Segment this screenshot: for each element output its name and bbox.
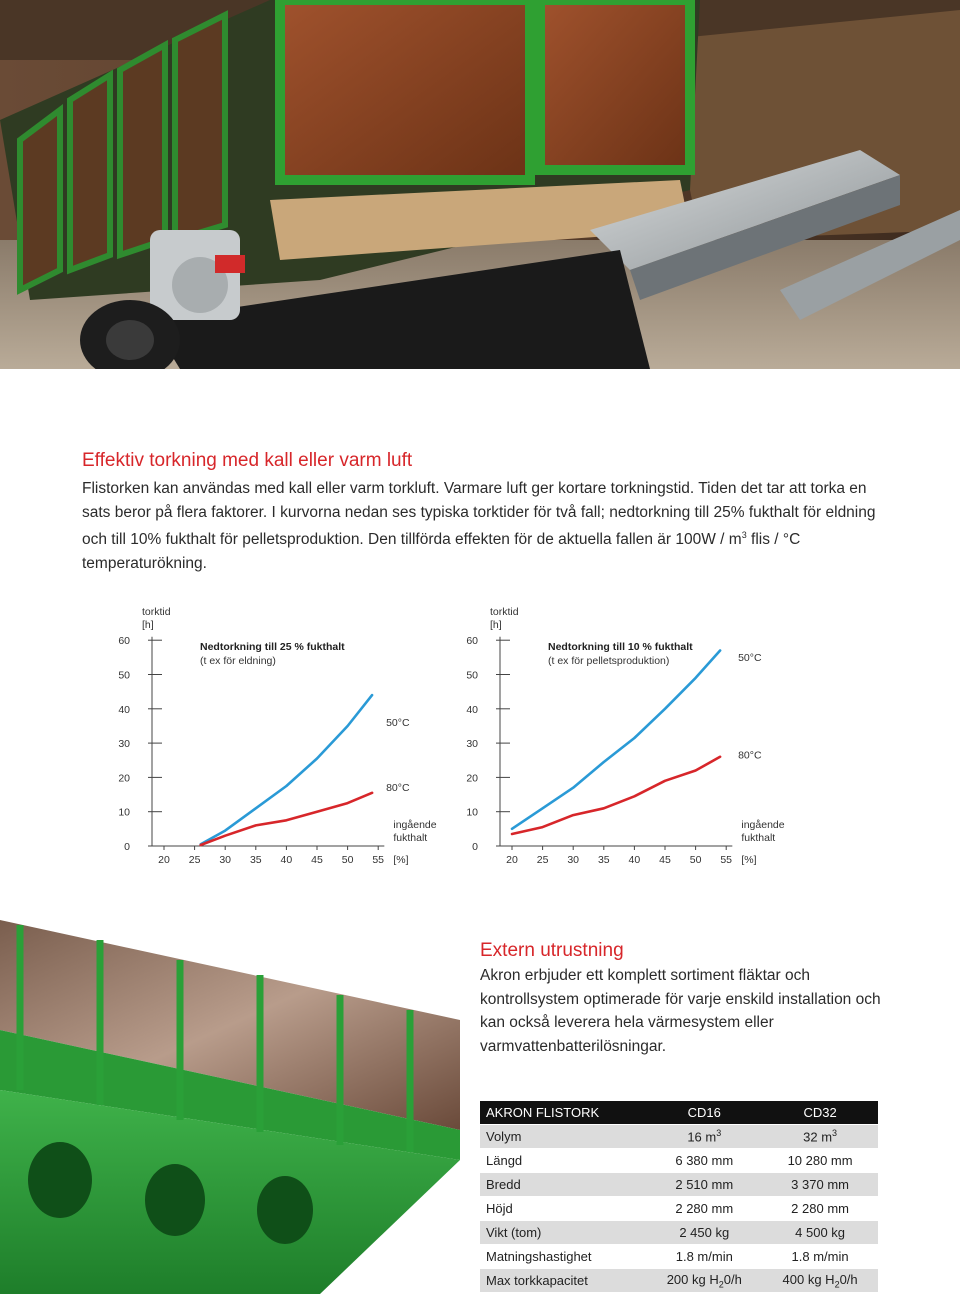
table-row bbox=[480, 1197, 878, 1221]
table-row bbox=[480, 1149, 878, 1173]
table-cell: 2 280 mm bbox=[646, 1197, 762, 1221]
x-tick-label: 55 bbox=[720, 854, 733, 866]
drying-text: Flistorken kan användas med kall eller varm torkluft. Varmare luft ger kortare torkningstid. Tiden det tar att torka en sats beror på flera faktorer. I kurvorna nedan ses typiska torktider för två fall; nedtorkning till 25% fukthalt för eldning och till 10% fukthalt för pelletsproduktion. Den tillförda effekten för de aktuella fallen är 100W / m bbox=[82, 480, 876, 549]
y-tick-label: 50 bbox=[118, 669, 130, 682]
table-row bbox=[480, 1245, 878, 1269]
table-cell: Höjd bbox=[480, 1197, 646, 1221]
table-row bbox=[480, 1173, 878, 1197]
table-cell: 2 280 mm bbox=[762, 1197, 878, 1221]
section-body-drying bbox=[82, 477, 882, 575]
table-row bbox=[480, 1125, 878, 1149]
y-axis-unit: [h] bbox=[490, 619, 502, 631]
chart-svg-right bbox=[458, 600, 788, 875]
table-cell bbox=[762, 1125, 878, 1149]
x-tick-label: 30 bbox=[219, 854, 232, 866]
y-tick-label: 50 bbox=[466, 669, 478, 682]
cubic-superscript: 3 bbox=[741, 530, 747, 540]
table-cell: Max torkkapacitet bbox=[480, 1269, 646, 1293]
h2o-subscript: 2 bbox=[834, 1279, 840, 1290]
y-tick-label: 20 bbox=[118, 772, 130, 785]
x-tick-label: 35 bbox=[249, 854, 262, 866]
h2o-subscript: 2 bbox=[718, 1279, 724, 1290]
y-axis-unit: [h] bbox=[142, 619, 154, 631]
table-cell: Bredd bbox=[480, 1173, 646, 1197]
cell-value-tail: 0/h bbox=[839, 1271, 858, 1287]
series-label: 80°C bbox=[738, 749, 762, 762]
x-axis-label: fukthalt bbox=[393, 832, 428, 844]
series-label: 80°C bbox=[386, 782, 410, 795]
table-cell: 6 380 mm bbox=[646, 1149, 762, 1173]
table-cell: 10 280 mm bbox=[762, 1149, 878, 1173]
table-cell: 3 370 mm bbox=[762, 1173, 878, 1197]
y-tick-label: 30 bbox=[466, 738, 478, 751]
series-line-red bbox=[512, 757, 720, 834]
series-label: 50°C bbox=[738, 651, 762, 664]
table-cell: 1.8 m/min bbox=[646, 1245, 762, 1269]
x-tick-label: 55 bbox=[372, 854, 385, 866]
dryer-trailer-photo bbox=[0, 0, 960, 369]
x-tick-label: 25 bbox=[536, 854, 549, 866]
x-axis-unit: [%] bbox=[741, 854, 757, 866]
table-row bbox=[480, 1269, 878, 1293]
y-axis-label: torktid bbox=[490, 606, 519, 618]
table-header: AKRON FLISTORK bbox=[480, 1101, 646, 1125]
table-cell: Matningshastighet bbox=[480, 1245, 646, 1269]
x-tick-label: 30 bbox=[567, 854, 580, 866]
table-cell: Längd bbox=[480, 1149, 646, 1173]
drying-text-end: flis / °C temperaturökning. bbox=[82, 531, 801, 572]
y-axis-label: torktid bbox=[142, 606, 171, 618]
cubic-superscript: 3 bbox=[832, 1128, 838, 1139]
chart-10-percent bbox=[458, 600, 788, 875]
table-cell: 4 500 kg bbox=[762, 1221, 878, 1245]
y-tick-label: 0 bbox=[124, 841, 130, 853]
chart-subtitle: (t ex för eldning) bbox=[200, 655, 276, 667]
x-tick-label: 50 bbox=[689, 854, 702, 866]
y-tick-label: 10 bbox=[466, 806, 478, 819]
table-cell: 1.8 m/min bbox=[762, 1245, 878, 1269]
x-tick-label: 20 bbox=[158, 854, 170, 866]
series-line-blue bbox=[512, 651, 720, 829]
cell-value: 32 m bbox=[803, 1129, 833, 1145]
x-tick-label: 25 bbox=[188, 854, 201, 866]
x-tick-label: 45 bbox=[659, 854, 671, 866]
x-tick-label: 45 bbox=[311, 854, 323, 866]
x-tick-label: 40 bbox=[628, 854, 641, 866]
y-tick-label: 40 bbox=[466, 703, 478, 716]
x-tick-label: 35 bbox=[597, 854, 610, 866]
cell-value: 16 m bbox=[687, 1129, 717, 1145]
x-tick-label: 20 bbox=[506, 854, 518, 866]
x-axis-label: ingående bbox=[741, 819, 785, 831]
chart-title: Nedtorkning till 25 % fukthalt bbox=[200, 641, 345, 653]
y-tick-label: 10 bbox=[118, 806, 130, 819]
table-cell bbox=[646, 1269, 762, 1293]
table-header-row bbox=[480, 1101, 878, 1125]
x-axis-unit: [%] bbox=[393, 854, 409, 866]
cell-value-tail: 0/h bbox=[723, 1271, 742, 1287]
x-tick-label: 50 bbox=[341, 854, 354, 866]
chart-subtitle: (t ex för pelletsproduktion) bbox=[548, 655, 670, 667]
flistork-container-photo bbox=[0, 920, 460, 1294]
table-cell: 2 450 kg bbox=[646, 1221, 762, 1245]
x-axis-label: fukthalt bbox=[741, 832, 776, 844]
table-header: CD16 bbox=[646, 1101, 762, 1125]
chart-svg-left bbox=[110, 600, 440, 875]
section-heading-drying: Effektiv torkning med kall eller varm luft bbox=[82, 450, 413, 471]
table-cell: Volym bbox=[480, 1125, 646, 1149]
y-tick-label: 20 bbox=[466, 772, 478, 785]
chart-25-percent bbox=[110, 600, 440, 875]
cell-value: 400 kg H bbox=[782, 1271, 835, 1287]
cubic-superscript: 3 bbox=[716, 1128, 722, 1139]
table-cell: Vikt (tom) bbox=[480, 1221, 646, 1245]
cell-value: 200 kg H bbox=[666, 1271, 719, 1287]
series-line-blue bbox=[201, 695, 372, 844]
table-row bbox=[480, 1221, 878, 1245]
x-axis-label: ingående bbox=[393, 819, 437, 831]
y-tick-label: 40 bbox=[118, 703, 130, 716]
spec-table bbox=[480, 1101, 878, 1292]
table-cell: 2 510 mm bbox=[646, 1173, 762, 1197]
y-tick-label: 0 bbox=[472, 841, 478, 853]
series-line-red bbox=[201, 793, 372, 845]
section-body-equipment: Akron erbjuder ett komplett sortiment fläktar och kontrollsystem optimerade för varje enskild installation och kan också leverera hela värmesystem eller varmvattenbatterilösningar. bbox=[480, 967, 881, 1055]
y-tick-label: 60 bbox=[118, 635, 130, 648]
table-cell bbox=[646, 1125, 762, 1149]
series-label: 50°C bbox=[386, 716, 410, 729]
table-cell bbox=[762, 1269, 878, 1293]
y-tick-label: 30 bbox=[118, 738, 130, 751]
y-tick-label: 60 bbox=[466, 635, 478, 648]
chart-title: Nedtorkning till 10 % fukthalt bbox=[548, 641, 693, 653]
section-heading-equipment: Extern utrustning bbox=[480, 940, 624, 961]
table-header: CD32 bbox=[762, 1101, 878, 1125]
x-tick-label: 40 bbox=[280, 854, 293, 866]
